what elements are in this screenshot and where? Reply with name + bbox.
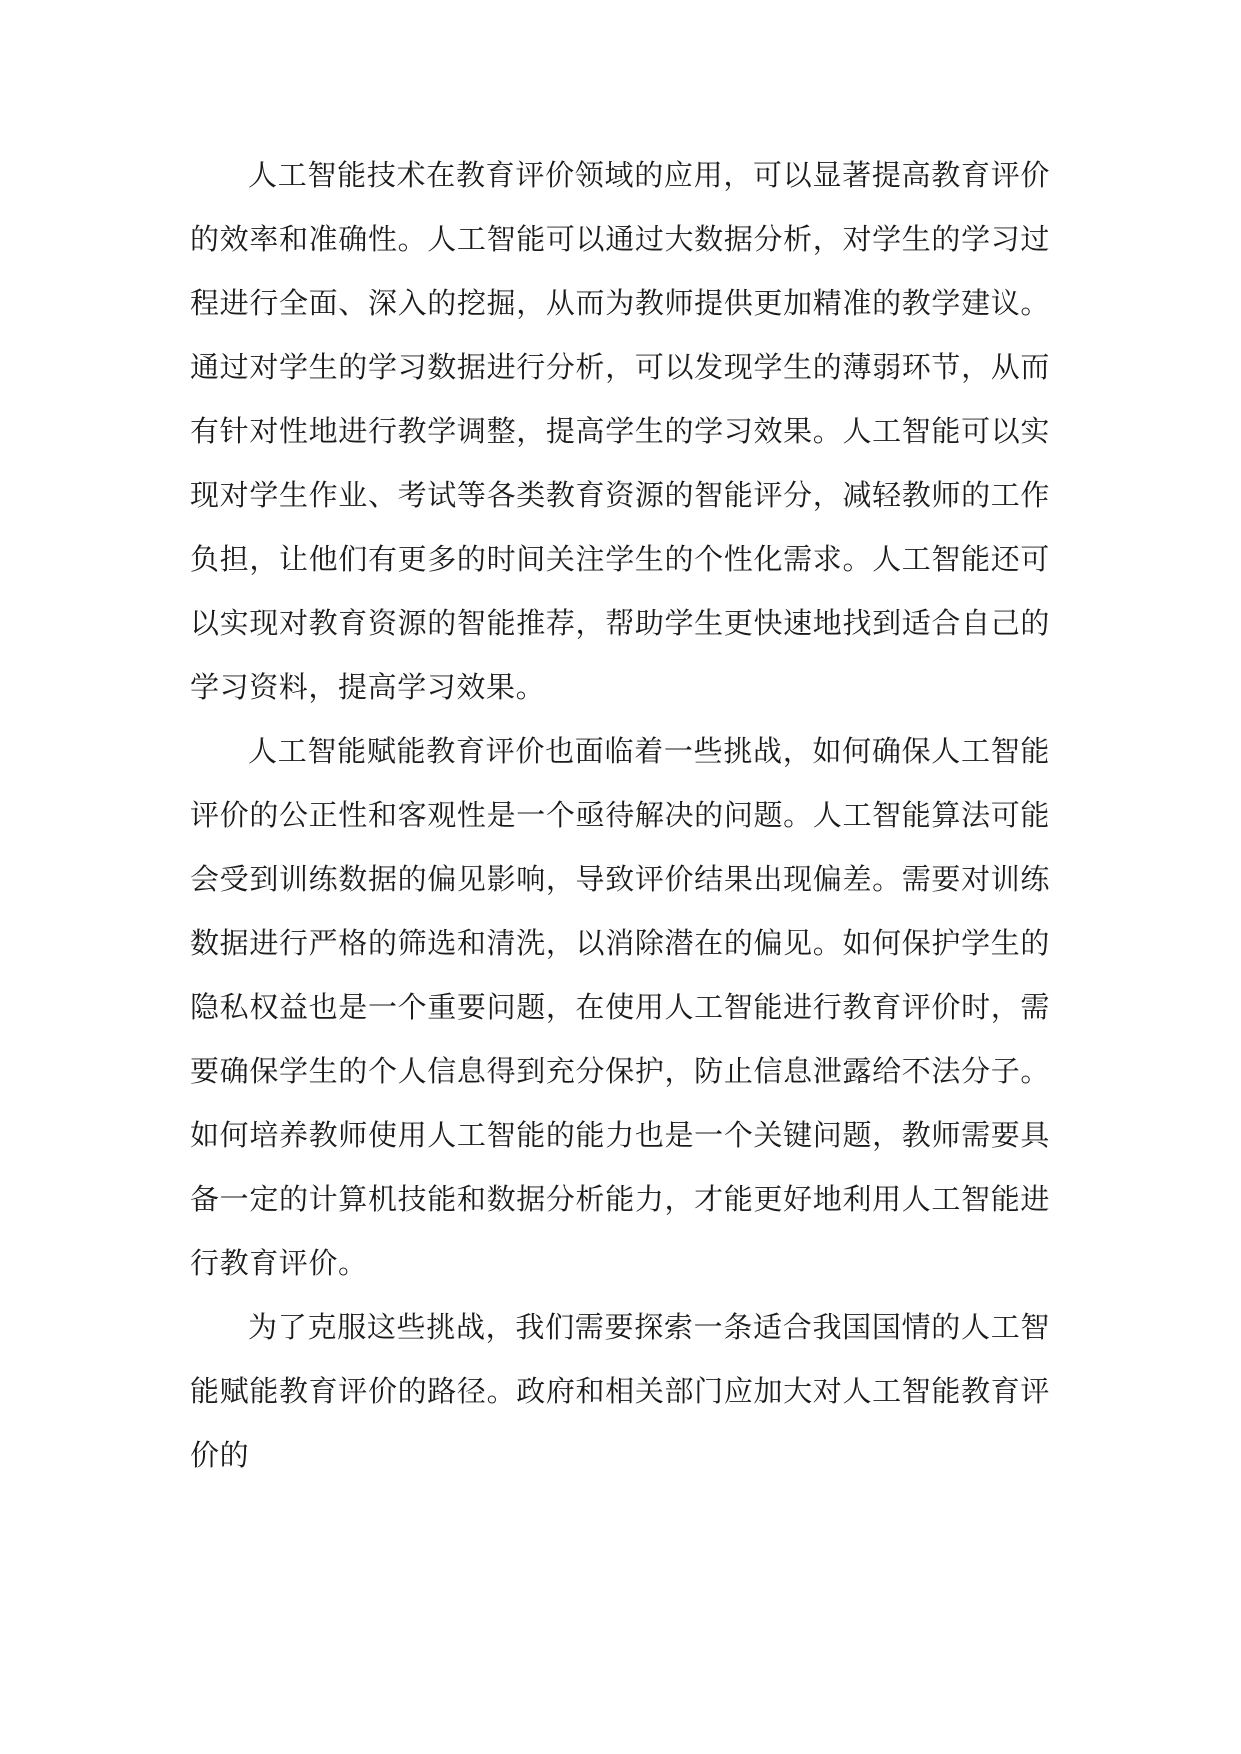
document-body <box>190 143 1050 1487</box>
paragraph-ai-application: 人工智能技术在教育评价领域的应用，可以显著提高教育评价的效率和准确性。人工智能可以通过大数据分析，对学生的学习过程进行全面、深入的挖掘，从而为教师提供更加精准的教学建议。通过对学生的学习数据进行分析，可以发现学生的薄弱环节，从而有针对性地进行教学调整，提高学生的学习效果。人工智能可以实现对学生作业、考试等各类教育资源的智能评分，减轻教师的工作负担，让他们有更多的时间关注学生的个性化需求。人工智能还可以实现对教育资源的智能推荐，帮助学生更快速地找到适合自己的学习资料，提高学习效果。 <box>190 158 1050 704</box>
paragraph-overcoming-challenges: 为了克服这些挑战，我们需要探索一条适合我国国情的人工智能赋能教育评价的路径。政府和相关部门应加大对人工智能教育评价的 <box>190 1310 1050 1472</box>
paragraph-ai-challenges: 人工智能赋能教育评价也面临着一些挑战，如何确保人工智能评价的公正性和客观性是一个亟待解决的问题。人工智能算法可能会受到训练数据的偏见影响，导致评价结果出现偏差。需要对训练数据进行严格的筛选和清洗，以消除潜在的偏见。如何保护学生的隐私权益也是一个重要问题，在使用人工智能进行教育评价时，需要确保学生的个人信息得到充分保护，防止信息泄露给不法分子。如何培养教师使用人工智能的能力也是一个关键问题，教师需要具备一定的计算机技能和数据分析能力，才能更好地利用人工智能进行教育评价。 <box>190 734 1050 1280</box>
